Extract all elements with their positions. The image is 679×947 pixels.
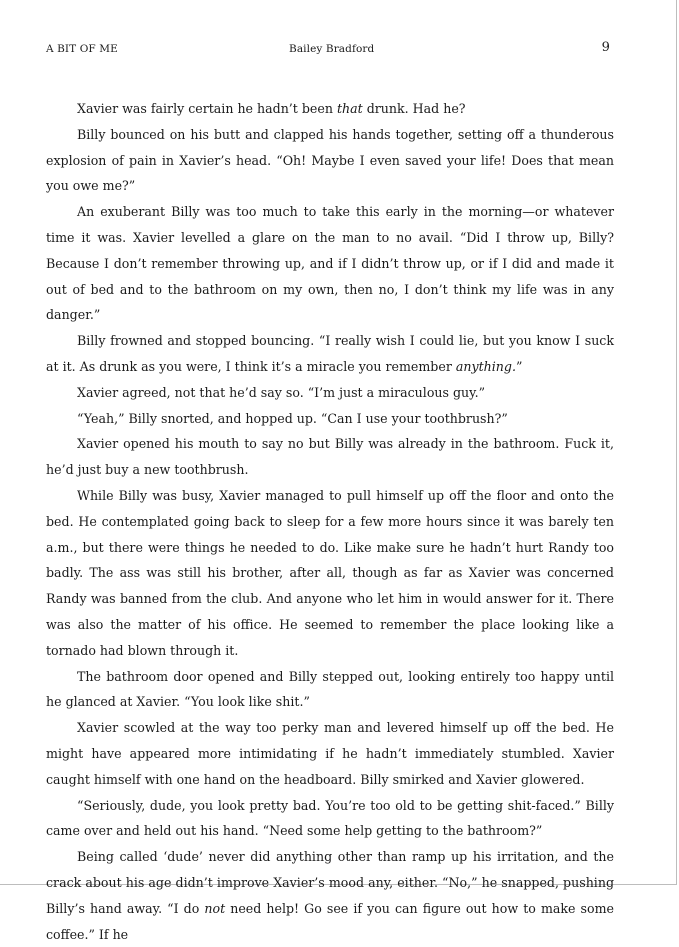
paragraph: [46, 406, 614, 432]
paragraph: [46, 431, 614, 483]
text-run: Billy frowned and stopped bouncing. “I really wish I could lie, but you know I suck at it. As drunk as you were, I think it’s a miracle you remember: [46, 333, 614, 374]
paragraph: [46, 483, 614, 664]
paragraph: [46, 96, 614, 122]
italic-text: not: [204, 900, 226, 916]
italic-text: that: [336, 101, 363, 116]
paragraph: [46, 715, 614, 792]
text-run: The bathroom door opened and Billy stepped out, looking entirely too happy until he glanced at Xavier. “You look like shit.”: [46, 668, 614, 710]
text-run: Xavier agreed, not that he’d say so. “I’m just a miraculous guy.”: [77, 384, 486, 400]
running-header: [46, 40, 610, 60]
text-run: drunk. Had he?: [362, 101, 466, 116]
text-run: While Billy was busy, Xavier managed to pull himself up off the floor and onto the bed. He contemplated going back to sleep for a few more hours since it was barely ten a.m., but there were things he needed to do. Like make sure he hadn’t hurt Randy too badly. The ass was still his brother, after all, though as far as Xavier was concerned Randy was banned from the club. And anyone who let him in would answer for it. There was also the matter of his office. He seemed to remember the place looking like a tornado had blown through it.: [46, 487, 614, 658]
italic-text: anything.: [455, 358, 516, 374]
body-text: [46, 96, 614, 947]
text-run: “Seriously, dude, you look pretty bad. You’re too old to be getting shit-faced.” Billy came over and held out his hand. “Need some help getting to the bathroom?”: [46, 797, 614, 839]
paragraph: [46, 664, 614, 716]
text-run: Being called ‘dude’ never did anything other than ramp up his irritation, and the crack about his age didn’t improve Xavier’s mood any, either. “No,” he snapped, pushing Billy’s hand away. “I do: [46, 849, 614, 916]
text-run: ”: [515, 358, 523, 374]
paragraph: [46, 844, 614, 947]
paragraph: [46, 380, 614, 406]
paragraph: [46, 199, 614, 328]
text-run: Xavier scowled at the way too perky man and levered himself up off the bed. He might have appeared more intimidating if he hadn’t immediately stumbled. Xavier caught himself with one hand on the headboard. Billy smirked and Xavier glowered.: [46, 720, 614, 787]
paragraph: [46, 122, 614, 199]
text-run: An exuberant Billy was too much to take this early in the morning—or whatever time it was. Xavier levelled a glare on the man to no avail. “Did I throw up, Billy? Because I don’t remember throwing up, and if I didn’t throw up, or if I did and made it out of bed and to the bathroom on my own, then no, I don’t think my life was in any danger.”: [46, 204, 614, 323]
author-name: Bailey Bradford: [289, 43, 375, 55]
text-run: need help! Go see if you can figure out how to make some coffee.” If he: [46, 900, 614, 942]
book-title: A BIT OF ME: [46, 43, 118, 55]
paragraph: [46, 328, 614, 380]
page-number: 9: [601, 40, 610, 55]
text-run: Xavier was fairly certain he hadn’t been: [77, 101, 337, 116]
text-run: “Yeah,” Billy snorted, and hopped up. “Can I use your toothbrush?”: [77, 410, 508, 426]
text-run: Xavier opened his mouth to say no but Billy was already in the bathroom. Fuck it, he’d just buy a new toothbrush.: [46, 436, 614, 478]
text-run: Billy bounced on his butt and clapped his hands together, setting off a thunderous explosion of pain in Xavier’s head. “Oh! Maybe I even saved your life! Does that mean you owe me?”: [46, 126, 614, 194]
paragraph: [46, 793, 614, 845]
